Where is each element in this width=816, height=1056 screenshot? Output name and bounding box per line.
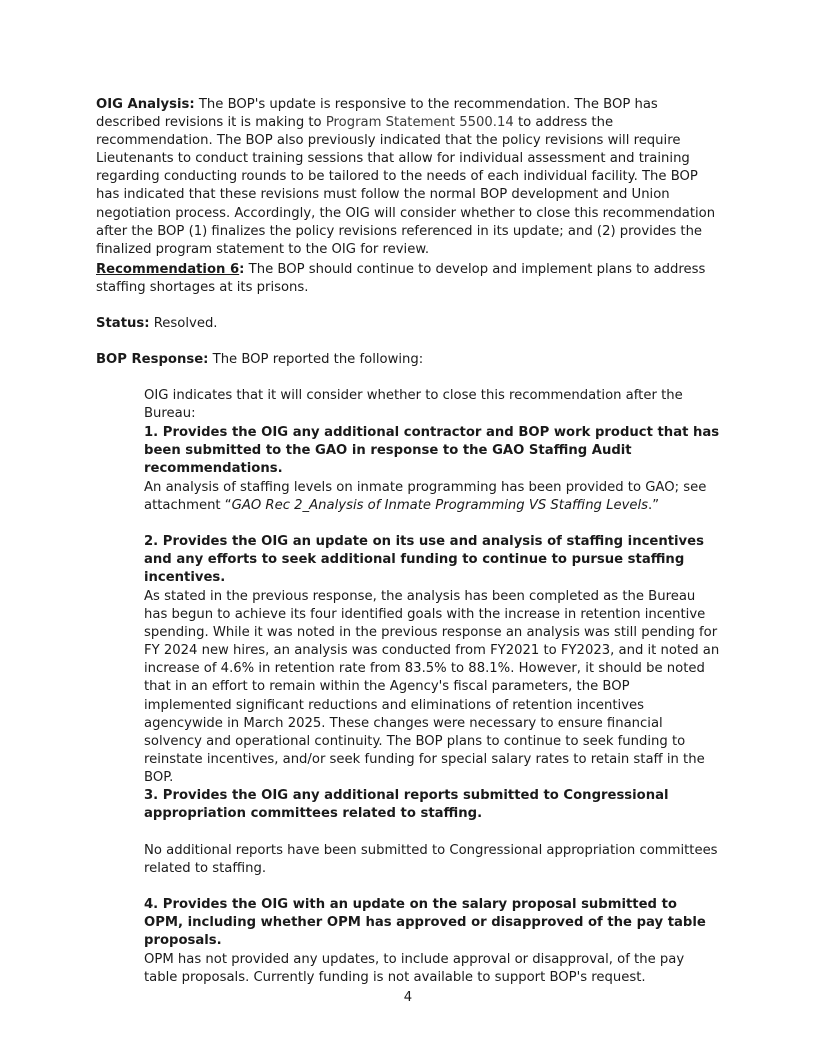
status-line: [96, 315, 718, 333]
oig-analysis-text-a: The BOP's update is responsive to the recommendation. The BOP has described revisions it is making to: [96, 97, 658, 131]
recommendation-label: Recommendation 6: [96, 262, 240, 277]
oig-analysis-paragraph: [96, 96, 718, 259]
bop-response-line: [96, 351, 718, 369]
program-statement-link[interactable]: Program Statement 5500.14: [325, 115, 514, 131]
item3-response: No additional reports have been submitted to Congressional appropriation committees related to staffing.: [144, 843, 718, 877]
item1-heading: 1. Provides the OIG any additional contractor and BOP work product that has been submitted to the GAO in response to the GAO Staffing Audit recommendations.: [144, 425, 720, 477]
item2-response: As stated in the previous response, the analysis has been completed as the Bureau has begun to achieve its four identified goals with the increase in retention incentive spending. While it was noted in the previous response an analysis was still pending for FY 2024 new hires, an analysis was conducted from FY2021 to FY2023, and it noted an increase of 4.6% in retention rate from 83.5% to 88.1%. However, it should be noted that in an effort to remain within the Agency's fiscal parameters, the BOP implemented significant reductions and eliminations of retention incentives agencywide in March 2025. These changes were necessary to ensure financial solvency and operational continuity. The BOP plans to continue to seek funding to reinstate incentives, and/or seek funding for special salary rates to retain staff in the BOP.: [144, 589, 720, 785]
attachment-name: GAO Rec 2_Analysis of Inmate Programming VS Staffing Levels: [231, 498, 649, 514]
item3-heading: 3. Provides the OIG any additional reports submitted to Congressional appropriation committees related to staffing.: [144, 788, 669, 822]
recommendation-colon: :: [239, 262, 245, 277]
bop-response-text: The BOP reported the following:: [212, 352, 424, 367]
item4-response: OPM has not provided any updates, to include approval or disapproval, of the pay table proposals. Currently funding is not available to support BOP's request.: [144, 952, 685, 986]
item1-text-b: .”: [648, 498, 660, 514]
oig-analysis-label: OIG Analysis:: [96, 97, 195, 112]
recommendation-paragraph: [96, 261, 718, 297]
item1-response: [144, 479, 720, 515]
recommendation-text: The BOP should continue to develop and implement plans to address staffing shortages at its prisons.: [96, 262, 706, 296]
status-label: Status:: [96, 316, 150, 331]
item2-heading: 2. Provides the OIG an update on its use and analysis of staffing incentives and any efforts to seek additional funding to continue to pursue staffing incentives.: [144, 534, 704, 586]
intro-paragraph: OIG indicates that it will consider whether to close this recommendation after the Bureau:: [144, 388, 683, 422]
item4-heading: 4. Provides the OIG with an update on the salary proposal submitted to OPM, including whether OPM has approved or disapproved of the pay table proposals.: [144, 897, 706, 949]
bop-response-label: BOP Response:: [96, 352, 209, 367]
page-number: 4: [403, 990, 413, 1005]
status-value: Resolved.: [153, 316, 218, 331]
oig-analysis-text-b: to address the recommendation. The BOP also previously indicated that the policy revisions will require Lieutenants to conduct training sessions that allow for individual assessment and training regarding conducting rounds to be tailored to the needs of each individual facility. The BOP has indicated that these revisions must follow the normal BOP development and Union negotiation process. Accordingly, the OIG will consider whether to close this recommendation after the BOP (1) finalizes the policy revisions referenced in its update; and (2) provides the finalized program statement to the OIG for review.: [96, 115, 716, 257]
item1-text-a: An analysis of staffing levels on inmate programming has been provided to GAO; see attachment “: [144, 480, 707, 514]
